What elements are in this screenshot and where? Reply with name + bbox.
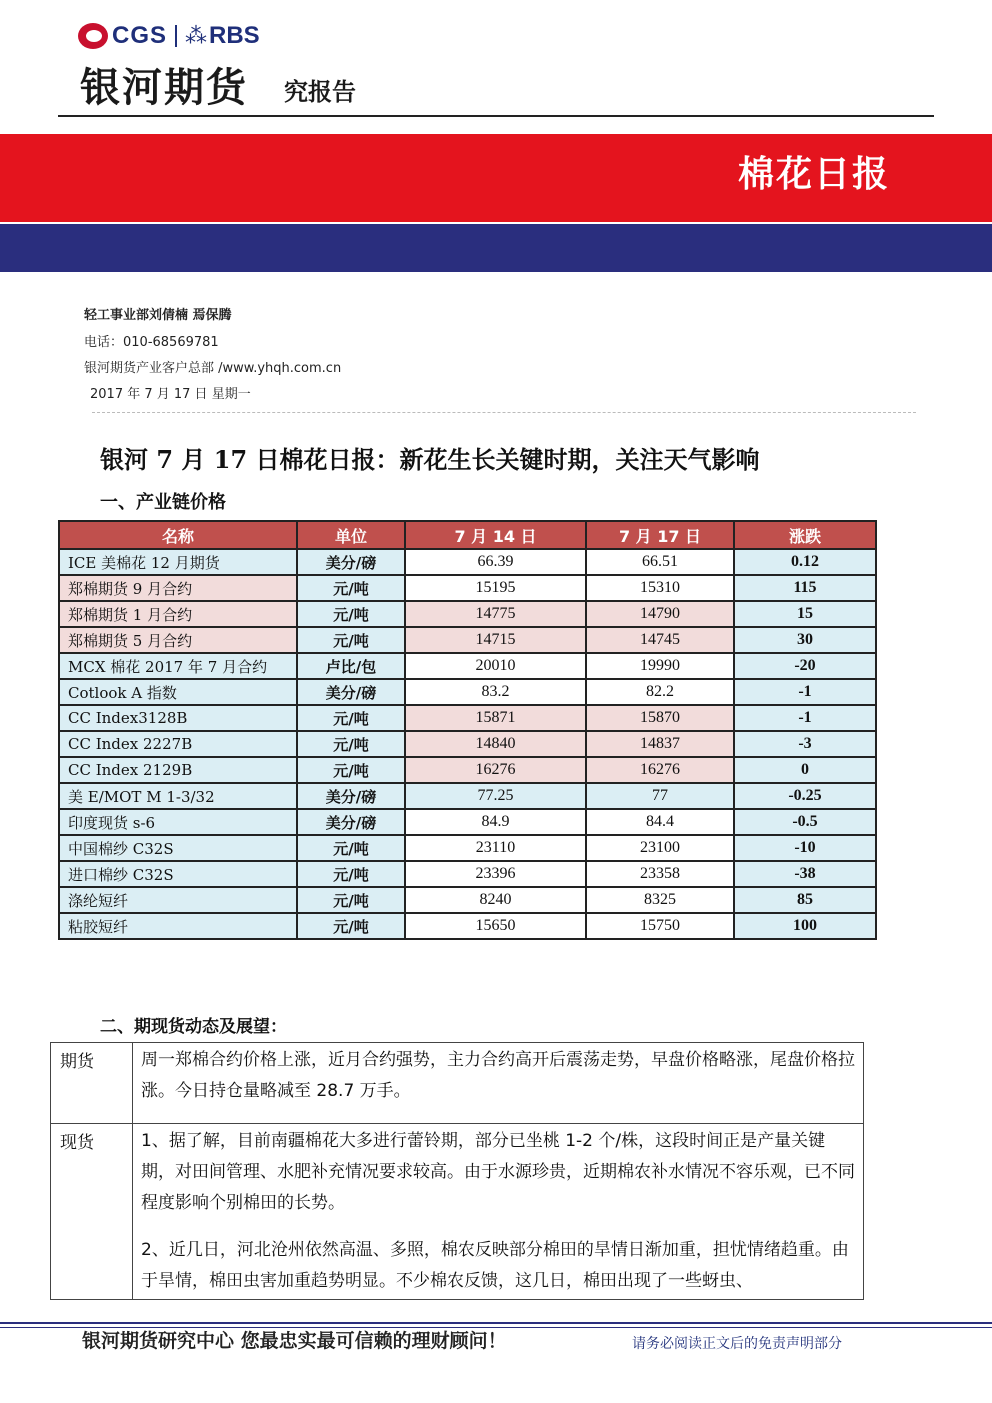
price-change-cell: -1 [734,679,876,705]
dept-line[interactable]: 银河期货产业客户总部 /www.yhqh.com.cn [84,361,342,376]
logo-cgs-text: CGS [112,22,168,49]
name-cell: 涤纶短纤 [59,887,297,913]
price-jul17-cell: 14745 [586,627,734,653]
unit-cell: 美分/磅 [297,679,405,705]
price-jul14-cell: 66.39 [405,549,586,575]
name-cell: 粘胶短纤 [59,913,297,939]
price-jul17-cell: 15870 [586,705,734,731]
price-change-cell: 115 [734,575,876,601]
logo-rbs-text: RBS [209,22,260,49]
price-jul17-cell: 8325 [586,887,734,913]
unit-cell: 卢比/包 [297,653,405,679]
price-jul17-cell: 19990 [586,653,734,679]
author-line: 轻工事业部刘倩楠 焉保腾 [84,308,232,323]
logo-divider [175,25,177,47]
banner-title: 棉花日报 [737,154,890,195]
unit-cell: 元/吨 [297,627,405,653]
footer-slogan: 银河期货研究中心 您最忠实最可信赖的理财顾问！ [82,1330,507,1352]
col-header-date2: 7 月 17 日 [586,521,734,549]
table-row [59,731,876,757]
price-change-cell: 30 [734,627,876,653]
section-title-outlook: 二、期现货动态及展望： [100,1017,287,1037]
table-row [59,653,876,679]
name-cell: 郑棉期货 1 月合约 [59,601,297,627]
cgs-logo-icon [78,23,108,49]
col-header-unit: 单位 [297,521,405,549]
table-row [59,601,876,627]
price-change-cell: 15 [734,601,876,627]
futures-paragraph: 周一郑棉合约价格上涨，近月合约强势，主力合约高开后震荡走势，早盘价格略涨，尾盘价格拉涨。今日持仓量略减至 28.7 万手。 [141,1050,855,1101]
table-row [59,705,876,731]
futures-text [133,1043,864,1124]
name-cell: ICE 美棉花 12 月期货 [59,549,297,575]
unit-cell: 元/吨 [297,757,405,783]
price-change-cell: 0 [734,757,876,783]
name-cell: 进口棉纱 C32S [59,861,297,887]
name-cell: CC Index 2227B [59,731,297,757]
phone-line: 电话：010-68569781 [84,335,219,350]
price-jul14-cell: 84.9 [405,809,586,835]
name-cell: CC Index3128B [59,705,297,731]
spot-paragraph-1: 1、据了解，目前南疆棉花大多进行蕾铃期，部分已坐桃 1-2 个/株，这段时间正是产量关键期，对田间管理、水肥补充情况要求较高。由于水源珍贵，近期棉农补水情况不容乐观，已不同程度影响个别棉田的长势。 [141,1131,855,1213]
price-change-cell: 100 [734,913,876,939]
table-row [59,627,876,653]
name-cell: 郑棉期货 5 月合约 [59,627,297,653]
price-jul14-cell: 14840 [405,731,586,757]
price-jul14-cell: 20010 [405,653,586,679]
banner-blue [0,224,992,272]
name-cell: 美 E/MOT M 1-3/32 [59,783,297,809]
name-cell: 中国棉纱 C32S [59,835,297,861]
table-row [59,835,876,861]
price-jul17-cell: 15750 [586,913,734,939]
price-change-cell: 0.12 [734,549,876,575]
table-row [59,861,876,887]
price-change-cell: 85 [734,887,876,913]
table-row [59,913,876,939]
price-jul14-cell: 8240 [405,887,586,913]
spot-label: 现货 [51,1124,133,1300]
unit-cell: 美分/磅 [297,549,405,575]
price-jul17-cell: 23100 [586,835,734,861]
price-jul17-cell: 66.51 [586,549,734,575]
table-row [59,679,876,705]
unit-cell: 元/吨 [297,861,405,887]
commentary-table [50,1042,864,1300]
price-jul14-cell: 23110 [405,835,586,861]
name-cell: 印度现货 s-6 [59,809,297,835]
footer-rule [0,1322,992,1324]
price-change-cell: -1 [734,705,876,731]
spot-paragraph-2: 2、近几日，河北沧州依然高温、多照，棉农反映部分棉田的旱情日渐加重，担忧情绪趋重。由于旱情，棉田虫害加重趋势明显。不少棉农反馈，这几日，棉田出现了一些蚜虫、 [141,1240,849,1291]
unit-cell: 元/吨 [297,601,405,627]
price-change-cell: -0.5 [734,809,876,835]
price-jul14-cell: 77.25 [405,783,586,809]
name-cell: 郑棉期货 9 月合约 [59,575,297,601]
spot-text [133,1124,864,1300]
col-header-name: 名称 [59,521,297,549]
price-jul17-cell: 82.2 [586,679,734,705]
unit-cell: 元/吨 [297,835,405,861]
spot-row [51,1124,864,1300]
price-jul17-cell: 14790 [586,601,734,627]
price-jul17-cell: 84.4 [586,809,734,835]
unit-cell: 元/吨 [297,575,405,601]
price-jul17-cell: 15310 [586,575,734,601]
table-row [59,575,876,601]
unit-cell: 美分/磅 [297,783,405,809]
price-jul17-cell: 77 [586,783,734,809]
price-jul14-cell: 15650 [405,913,586,939]
price-jul14-cell: 14715 [405,627,586,653]
price-change-cell: -3 [734,731,876,757]
footer-disclaimer: 请务必阅读正文后的免责声明部分 [632,1336,842,1352]
unit-cell: 美分/磅 [297,809,405,835]
company-name: 银河期货 [80,65,248,111]
name-cell: CC Index 2129B [59,757,297,783]
table-row [59,757,876,783]
report-kind: 究报告 [284,78,356,106]
table-row [59,887,876,913]
price-jul14-cell: 15871 [405,705,586,731]
table-row [59,549,876,575]
price-jul14-cell: 16276 [405,757,586,783]
table-row [59,783,876,809]
table-row [59,809,876,835]
price-jul14-cell: 14775 [405,601,586,627]
date-line: 2017 年 7 月 17 日 星期一 [90,387,251,402]
unit-cell: 元/吨 [297,705,405,731]
price-jul14-cell: 15195 [405,575,586,601]
price-jul14-cell: 83.2 [405,679,586,705]
price-table [58,520,877,940]
name-cell: Cotlook A 指数 [59,679,297,705]
price-change-cell: -20 [734,653,876,679]
col-header-change: 涨跌 [734,521,876,549]
unit-cell: 元/吨 [297,731,405,757]
price-jul14-cell: 23396 [405,861,586,887]
futures-label: 期货 [51,1043,133,1124]
dashed-divider [92,412,916,413]
futures-row [51,1043,864,1124]
price-change-cell: -10 [734,835,876,861]
report-headline: 银河 7 月 17 日棉花日报：新花生长关键时期，关注天气影响 [100,445,760,474]
price-jul17-cell: 16276 [586,757,734,783]
logo [78,20,260,52]
rbs-logo-icon: ⁂ [185,23,208,49]
price-jul17-cell: 14837 [586,731,734,757]
price-table-header [59,521,876,549]
section-title-prices: 一、产业链价格 [100,492,226,513]
unit-cell: 元/吨 [297,913,405,939]
col-header-date1: 7 月 14 日 [405,521,586,549]
unit-cell: 元/吨 [297,887,405,913]
price-change-cell: -38 [734,861,876,887]
price-change-cell: -0.25 [734,783,876,809]
header-divider [58,115,934,117]
price-jul17-cell: 23358 [586,861,734,887]
name-cell: MCX 棉花 2017 年 7 月合约 [59,653,297,679]
